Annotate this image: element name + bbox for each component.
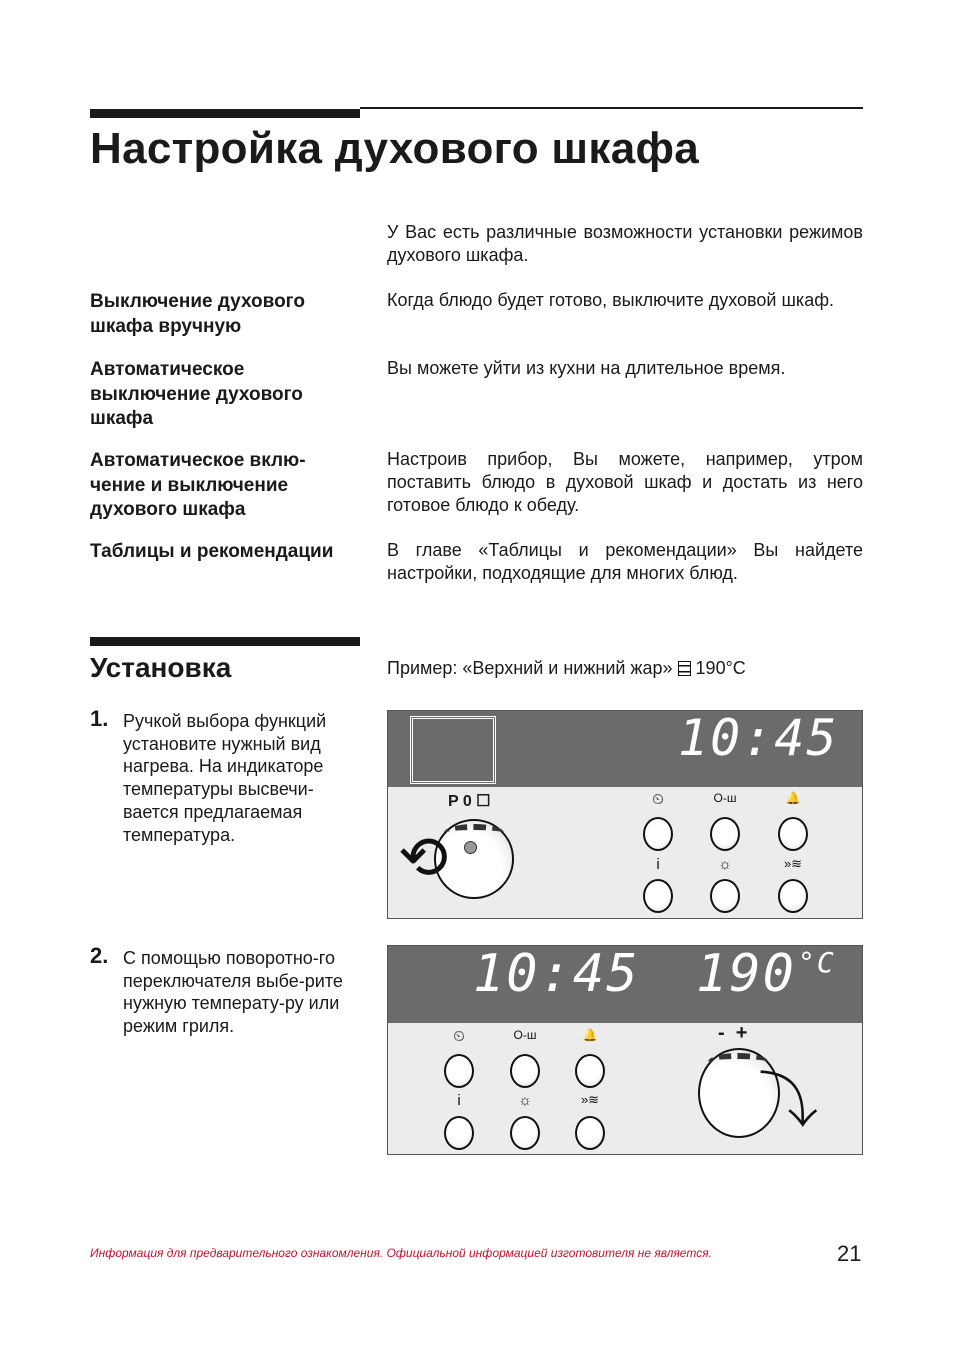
light-button[interactable]: [710, 879, 740, 913]
row-heading: Автоматическое выключение духового шкафа: [90, 359, 303, 429]
rapid-heat-icon: »≋: [580, 1092, 600, 1107]
knob-labels: P 0 ☐: [448, 793, 491, 810]
display: [388, 946, 862, 1023]
step-text: Ручкой выбора функций установите нужный вид нагрева. На индикаторе температуры высвечи-вается предлагаемая температура.: [123, 711, 327, 845]
header-rule: [360, 107, 863, 109]
bell-icon: 🔔: [785, 791, 801, 805]
info-icon: i: [457, 1092, 461, 1109]
row-text: Когда блюдо будет готово, выключите духовой шкаф.: [387, 290, 835, 310]
example-text: [387, 657, 863, 680]
section-heading: Установка: [90, 652, 232, 683]
disclaimer-footer: Информация для предварительного ознакомления. Официальной информацией изготовителя не является.: [90, 1246, 712, 1260]
step-2: [90, 943, 360, 1038]
timer-button[interactable]: [643, 817, 673, 851]
control-panel-2: [387, 945, 863, 1155]
step-number: 1.: [90, 706, 109, 731]
timer-button[interactable]: [444, 1054, 474, 1088]
step-1: [90, 706, 360, 846]
key-lock-icon: О‑ш: [713, 791, 737, 805]
rapid-heat-button[interactable]: [778, 879, 808, 913]
section-bar: [90, 637, 360, 646]
child-lock-button[interactable]: [710, 817, 740, 851]
row-heading: Автоматическое вклю-чение и выключение духового шкафа: [90, 450, 306, 520]
step-number: 2.: [90, 943, 109, 968]
alarm-button[interactable]: [778, 817, 808, 851]
rapid-heat-button[interactable]: [575, 1116, 605, 1150]
display: [388, 711, 862, 787]
control-panel-1: [387, 710, 863, 919]
clock-icon: ⏲: [453, 1028, 465, 1045]
clock-icon: ⏲: [652, 791, 664, 808]
row-text: Вы можете уйти из кухни на длительное время.: [387, 358, 786, 378]
step-text: С помощью поворотно-го переключателя выбе-рите нужную температу-ру или режим гриля.: [123, 948, 343, 1037]
function-symbol-display: [410, 716, 496, 784]
row-text: Настроив прибор, Вы можете, например, утром поставить блюдо в духовой шкаф и достать из него готовое блюдо к обеду.: [387, 449, 863, 515]
temperature-readout: 190: [696, 944, 796, 1004]
row-heading: Выключение духового шкафа вручную: [90, 291, 305, 337]
top-bottom-heat-icon: [678, 661, 691, 676]
light-button[interactable]: [510, 1116, 540, 1150]
info-icon: i: [656, 856, 660, 873]
clock-readout: 10:45: [678, 709, 839, 767]
header-bar: [90, 109, 360, 118]
page-title: Настройка духового шкафа: [90, 124, 700, 173]
rapid-heat-icon: »≋: [783, 856, 803, 871]
example-temp: 190°C: [695, 658, 746, 678]
alarm-button[interactable]: [575, 1054, 605, 1088]
row-text: В главе «Таблицы и рекомендации» Вы найдете настройки, подходящие для многих блюд.: [387, 540, 863, 583]
light-icon: ☼: [518, 1092, 532, 1109]
bell-icon: 🔔: [582, 1028, 598, 1042]
rotate-clockwise-arrow-icon: ⤵: [758, 1068, 818, 1135]
example-label: Пример: «Верхний и нижний жар»: [387, 658, 673, 678]
info-button[interactable]: [643, 879, 673, 913]
intro-text: У Вас есть различные возможности установки режимов духового шкафа.: [387, 222, 863, 265]
temperature-unit: °C: [798, 946, 836, 979]
knob-indicator: [464, 841, 477, 854]
rotate-arrow-icon: ⟲: [398, 824, 449, 891]
child-lock-button[interactable]: [510, 1054, 540, 1088]
key-lock-icon: О‑ш: [513, 1028, 537, 1042]
page-number: 21: [837, 1241, 862, 1266]
clock-readout: 10:45: [473, 944, 640, 1004]
info-button[interactable]: [444, 1116, 474, 1150]
light-icon: ☼: [718, 856, 732, 873]
row-heading: Таблицы и рекомендации: [90, 541, 334, 562]
knob-labels: - +: [718, 1022, 748, 1044]
